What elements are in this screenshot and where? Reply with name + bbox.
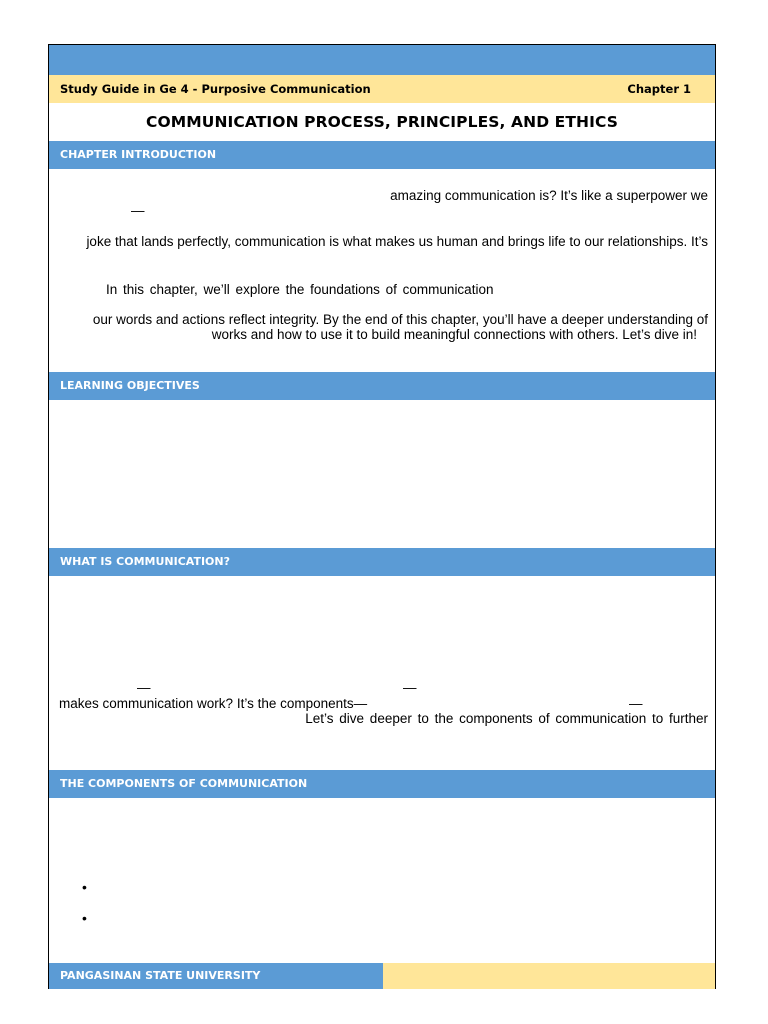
intro-line-2: joke that lands perfectly, communication is what makes us human and brings life to our relationships. It’s	[86, 234, 708, 249]
guide-title: Study Guide in Ge 4 - Purposive Communication	[60, 82, 371, 96]
guide-header-bar	[49, 75, 715, 103]
what-is-dash-3: —	[629, 696, 643, 711]
intro-dash-1: —	[131, 203, 145, 218]
intro-line-3: In this chapter, we’ll explore the foundations of communication	[106, 282, 494, 297]
components-bullet-1: •	[82, 879, 87, 895]
section-header-learning-objectives: LEARNING OBJECTIVES	[49, 372, 715, 400]
study-guide-page	[48, 44, 716, 989]
intro-line-1: amazing communication is? It’s like a superpower we	[390, 188, 708, 203]
what-is-line-2: Let’s dive deeper to the components of communication to further	[305, 711, 708, 726]
document-title: COMMUNICATION PROCESS, PRINCIPLES, AND ETHICS	[145, 113, 619, 131]
footer-yellow-band	[383, 963, 715, 989]
section-header-chapter-introduction: CHAPTER INTRODUCTION	[49, 141, 715, 169]
intro-line-4: our words and actions reflect integrity. By the end of this chapter, you’ll have a deeper understanding of	[92, 312, 708, 327]
what-is-dash-2: —	[403, 680, 417, 695]
what-is-line-1: makes communication work? It’s the components—	[59, 696, 368, 711]
top-color-bar	[49, 45, 715, 75]
section-header-components-of-communication: THE COMPONENTS OF COMMUNICATION	[49, 770, 715, 798]
components-bullet-2: •	[82, 910, 87, 926]
what-is-dash-1: —	[137, 680, 151, 695]
footer-university: PANGASINAN STATE UNIVERSITY	[49, 963, 383, 989]
chapter-label: Chapter 1	[627, 82, 691, 96]
section-header-what-is-communication: WHAT IS COMMUNICATION?	[49, 548, 715, 576]
intro-line-5: works and how to use it to build meaningful connections with others. Let’s dive in!	[211, 327, 697, 342]
